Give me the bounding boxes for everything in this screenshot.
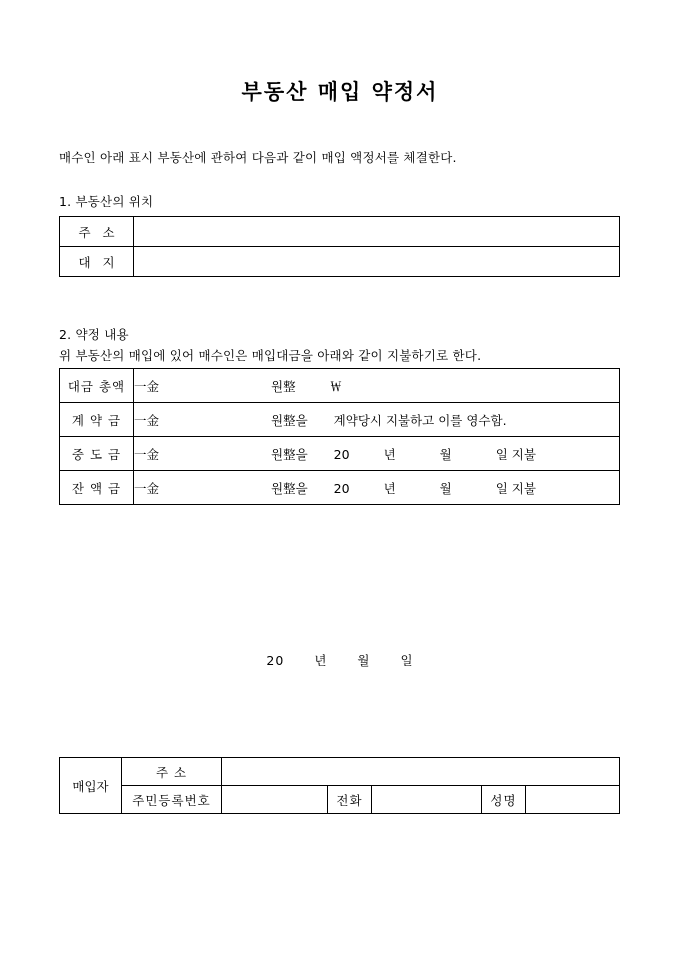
table-row [60,369,620,403]
interim-amount-day: 일 지불 [495,446,536,462]
signing-date-year: 년 [314,653,328,668]
buyer-phone-label: 전화 [328,786,372,814]
balance-amount-year: 년 [383,480,396,496]
section1-heading: 1. 부동산의 위치 [59,194,154,209]
section2-subheading: 위 부동산의 매입에 있어 매수인은 매입대금을 아래와 같이 지불하기로 한다. [59,348,482,363]
total-amount-tail: ￦ [329,378,343,394]
table-row [60,437,620,471]
interim-amount-year: 년 [383,446,396,462]
total-amount-geum: 一金 [134,378,160,394]
page-title: 부동산 매입 약정서 [241,80,439,104]
contract-amount-value[interactable] [134,403,620,437]
balance-amount-month: 월 [439,480,452,496]
contract-amount-tail: 계약당시 지불하고 이를 영수함. [333,412,507,428]
interim-amount-year-prefix: 20 [333,446,350,462]
total-amount-won: 원整 [271,378,296,394]
signing-date-month: 월 [357,653,371,668]
buyer-address-value[interactable] [222,758,620,786]
location-land-label: 대 지 [60,247,134,277]
location-table [59,216,620,277]
location-land-value[interactable] [134,247,620,277]
table-row [60,786,620,814]
buyer-phone-value[interactable] [372,786,482,814]
signing-date-line [0,651,680,669]
table-row [60,247,620,277]
contract-amount-geum: 一金 [134,412,160,428]
section2-heading: 2. 약정 내용 [59,327,129,342]
balance-amount-value[interactable] [134,471,620,505]
signing-date-year-prefix: 20 [266,653,285,668]
balance-amount-day: 일 지불 [495,480,536,496]
buyer-address-label: 주 소 [122,758,222,786]
table-row [60,758,620,786]
buyer-id-label: 주민등록번호 [122,786,222,814]
balance-amount-won: 원整을 [271,480,308,496]
buyer-name-label: 성명 [482,786,526,814]
interim-amount-geum: 一金 [134,446,160,462]
signing-date-day: 일 [400,653,414,668]
table-row [60,471,620,505]
interim-amount-won: 원整을 [271,446,308,462]
buyer-role-label: 매입자 [60,758,122,814]
buyer-name-value[interactable] [526,786,620,814]
table-row [60,217,620,247]
terms-table [59,368,620,505]
balance-amount-year-prefix: 20 [333,480,350,496]
contract-amount-label: 계 약 금 [60,403,134,437]
table-row [60,403,620,437]
location-address-label: 주 소 [60,217,134,247]
interim-amount-value[interactable] [134,437,620,471]
balance-amount-geum: 一金 [134,480,160,496]
buyer-id-value[interactable] [222,786,328,814]
interim-amount-label: 중 도 금 [60,437,134,471]
intro-paragraph: 매수인 아래 표시 부동산에 관하여 다음과 같이 매입 액정서를 체결한다. [59,150,457,165]
contract-amount-won: 원整을 [271,412,308,428]
buyer-table [59,757,620,814]
interim-amount-month: 월 [439,446,452,462]
total-amount-label: 대금 총액 [60,369,134,403]
location-address-value[interactable] [134,217,620,247]
total-amount-value[interactable] [134,369,620,403]
balance-amount-label: 잔 액 금 [60,471,134,505]
